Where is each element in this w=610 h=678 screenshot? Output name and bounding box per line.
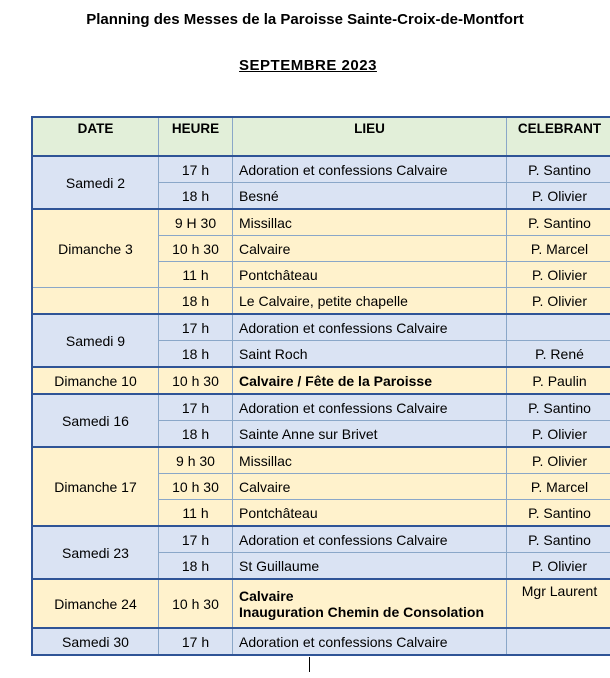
- celebrant-cell: P. Santino: [507, 156, 610, 183]
- place-line-1: Calvaire: [239, 587, 294, 604]
- time-cell: 9 H 30: [159, 209, 233, 236]
- celebrant-cell: [507, 628, 610, 655]
- celebrant-cell: P. Olivier: [507, 183, 610, 210]
- place-cell: Adoration et confessions Calvaire: [233, 394, 507, 421]
- table-row: [32, 367, 610, 394]
- place-line-2: Inauguration Chemin de Consolation: [239, 603, 484, 620]
- time-cell: 10 h 30: [159, 579, 233, 628]
- celebrant-cell: P. Santino: [507, 500, 610, 527]
- celebrant-cell: P. Olivier: [507, 447, 610, 474]
- date-cell: Samedi 9: [32, 314, 159, 367]
- place-cell: Pontchâteau: [233, 500, 507, 527]
- header-date: DATE: [32, 117, 159, 156]
- place-cell: Sainte Anne sur Brivet: [233, 421, 507, 448]
- celebrant-cell: P. René: [507, 341, 610, 368]
- place-cell: St Guillaume: [233, 553, 507, 580]
- month-heading: SEPTEMBRE 2023: [239, 57, 377, 74]
- date-cell: [32, 288, 159, 315]
- table-row: [32, 394, 610, 421]
- place-cell: Calvaire / Fête de la Paroisse: [233, 367, 507, 394]
- date-cell: Samedi 16: [32, 394, 159, 447]
- place-cell: Calvaire: [233, 474, 507, 500]
- place-cell: Missillac: [233, 209, 507, 236]
- celebrant-cell: P. Olivier: [507, 553, 610, 580]
- table-row: [32, 314, 610, 341]
- time-cell: 10 h 30: [159, 236, 233, 262]
- celebrant-cell: P. Paulin: [507, 367, 610, 394]
- time-cell: 18 h: [159, 553, 233, 580]
- date-cell: Dimanche 24: [32, 579, 159, 628]
- date-cell: Samedi 2: [32, 156, 159, 209]
- time-cell: 17 h: [159, 628, 233, 655]
- place-cell: Adoration et confessions Calvaire: [233, 628, 507, 655]
- date-cell: Dimanche 17: [32, 447, 159, 526]
- celebrant-cell: P. Marcel: [507, 474, 610, 500]
- date-cell: Samedi 23: [32, 526, 159, 579]
- time-cell: 11 h: [159, 262, 233, 288]
- time-cell: 17 h: [159, 314, 233, 341]
- date-cell: Samedi 30: [32, 628, 159, 655]
- text-cursor: [309, 657, 310, 672]
- mass-schedule-table: [31, 116, 610, 656]
- place-cell: Missillac: [233, 447, 507, 474]
- table-row: [32, 156, 610, 183]
- time-cell: 10 h 30: [159, 367, 233, 394]
- table-row: [32, 447, 610, 474]
- place-cell: Besné: [233, 183, 507, 210]
- time-cell: 18 h: [159, 288, 233, 315]
- celebrant-cell: P. Santino: [507, 394, 610, 421]
- table-row: [32, 628, 610, 655]
- header-heure: HEURE: [159, 117, 233, 156]
- celebrant-cell: P. Marcel: [507, 236, 610, 262]
- time-cell: 18 h: [159, 421, 233, 448]
- time-cell: 9 h 30: [159, 447, 233, 474]
- time-cell: 11 h: [159, 500, 233, 527]
- table-row: [32, 288, 610, 315]
- time-cell: 10 h 30: [159, 474, 233, 500]
- date-cell: Dimanche 10: [32, 367, 159, 394]
- header-celebrant: CELEBRANT: [507, 117, 610, 156]
- place-cell: Adoration et confessions Calvaire: [233, 526, 507, 553]
- time-cell: 18 h: [159, 341, 233, 368]
- celebrant-cell: P. Santino: [507, 526, 610, 553]
- page-title: Planning des Messes de la Paroisse Sainte-Croix-de-Montfort: [86, 11, 524, 28]
- header-lieu: LIEU: [233, 117, 507, 156]
- celebrant-cell: P. Olivier: [507, 421, 610, 448]
- place-cell: Le Calvaire, petite chapelle: [233, 288, 507, 315]
- celebrant-cell: P. Olivier: [507, 288, 610, 315]
- place-cell: Calvaire: [233, 236, 507, 262]
- celebrant-cell: [507, 314, 610, 341]
- place-cell: Adoration et confessions Calvaire: [233, 156, 507, 183]
- time-cell: 17 h: [159, 156, 233, 183]
- place-cell: Pontchâteau: [233, 262, 507, 288]
- table-row: [32, 526, 610, 553]
- time-cell: 17 h: [159, 394, 233, 421]
- time-cell: 17 h: [159, 526, 233, 553]
- celebrant-cell: P. Santino: [507, 209, 610, 236]
- date-cell: Dimanche 3: [32, 209, 159, 288]
- celebrant-cell: P. Olivier: [507, 262, 610, 288]
- time-cell: 18 h: [159, 183, 233, 210]
- table-row: [32, 579, 610, 628]
- table-row: [32, 209, 610, 236]
- celebrant-cell: Mgr Laurent: [507, 579, 610, 628]
- place-cell: Saint Roch: [233, 341, 507, 368]
- table-header-row: [32, 117, 610, 156]
- place-cell: [233, 579, 507, 628]
- place-cell: Adoration et confessions Calvaire: [233, 314, 507, 341]
